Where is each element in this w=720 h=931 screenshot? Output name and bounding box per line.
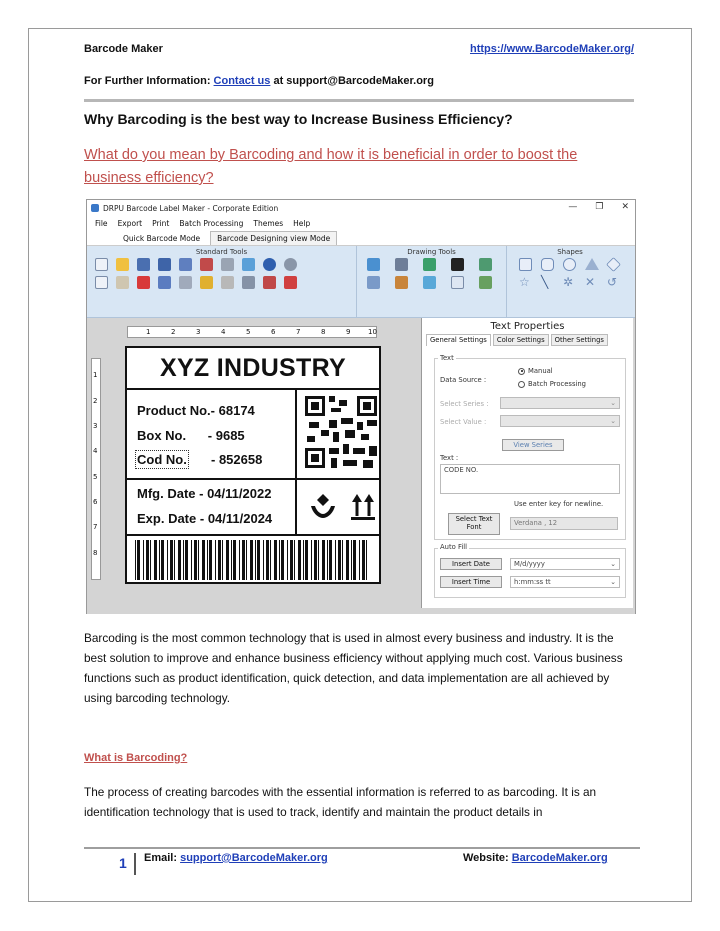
label-box-no: Box No. - 9685 <box>137 428 245 443</box>
batch-print-icon[interactable] <box>263 276 276 289</box>
text-label: Text : <box>440 454 459 462</box>
unlock-icon[interactable] <box>221 276 234 289</box>
select-series-label: Select Series : <box>440 400 489 408</box>
star-icon[interactable]: ☆ <box>519 275 530 289</box>
delete-icon[interactable] <box>137 276 150 289</box>
newline-hint: Use enter key for newline. <box>514 500 604 508</box>
label-cod-no-value: - 852658 <box>211 452 263 467</box>
barcode-bar <box>246 540 247 580</box>
group-title: Standard Tools <box>195 248 248 256</box>
insert-time-button[interactable]: Insert Time <box>440 576 502 588</box>
star-draw-icon[interactable] <box>367 276 380 289</box>
barcode-bar <box>346 540 349 580</box>
pointer-icon[interactable] <box>367 258 380 271</box>
barcode-bar <box>274 540 277 580</box>
select-value-label: Select Value : <box>440 418 487 426</box>
barcode-bar <box>257 540 260 580</box>
chevron-down-icon: ⌄ <box>610 560 616 568</box>
barcode-bar <box>366 540 367 580</box>
cross-shape-icon[interactable]: ✕ <box>585 275 596 289</box>
print-icon[interactable] <box>221 258 234 271</box>
barcode-bar <box>290 540 293 580</box>
design-canvas-area <box>87 318 635 614</box>
data-source-label: Data Source : <box>440 376 487 384</box>
library-icon[interactable] <box>395 276 408 289</box>
label-exp-date: Exp. Date - 04/11/2024 <box>137 511 273 526</box>
drawing-tool-icons <box>361 258 502 289</box>
barcode-bar <box>342 540 343 580</box>
text-group-label: Text <box>440 354 454 362</box>
drawing-tools-group <box>357 246 507 317</box>
barcode-bar <box>207 540 208 580</box>
tab-other-settings[interactable]: Other Settings <box>551 334 608 346</box>
radio-batch[interactable]: Batch Processing <box>518 380 586 388</box>
barcode-bar <box>159 540 160 580</box>
barcode-bar <box>222 540 223 580</box>
handle-with-care-icon <box>309 492 337 520</box>
text-box-icon[interactable] <box>451 276 464 289</box>
page-number-bar <box>134 853 136 875</box>
tab-color-settings[interactable]: Color Settings <box>493 334 549 346</box>
barcode-bar <box>305 540 308 580</box>
redo-icon[interactable] <box>284 258 297 271</box>
exit-icon[interactable] <box>284 276 297 289</box>
barcode-bar <box>359 540 360 580</box>
barcode-bar <box>167 540 168 580</box>
vertical-ruler: 1 2 3 4 5 6 7 8 <box>91 358 101 580</box>
barcode-bar <box>303 540 304 580</box>
send-back-icon[interactable] <box>179 276 192 289</box>
tab-designing-view[interactable]: Barcode Designing view Mode <box>210 231 337 245</box>
barcode-icon[interactable] <box>451 258 464 271</box>
diamond-icon[interactable] <box>606 257 621 272</box>
label-divider <box>127 534 379 536</box>
window-title: DRPU Barcode Label Maker - Corporate Edition <box>103 203 279 213</box>
barcode-bar <box>137 540 140 580</box>
restore-icon[interactable]: ❐ <box>595 202 604 212</box>
group-title: Shapes <box>557 248 583 256</box>
pencil-icon[interactable] <box>395 258 408 271</box>
barcode-bar <box>281 540 284 580</box>
footer-website-link[interactable]: BarcodeMaker.org <box>511 852 608 864</box>
barcode-bar <box>255 540 256 580</box>
footer-email: Email: support@BarcodeMaker.org <box>144 852 328 864</box>
paragraph-definition: The process of creating barcodes with the essential information is referred to as barcoding. It is an identification technology that is used to track, identify and maintain the product details in <box>84 785 597 819</box>
barcode-bar <box>353 540 356 580</box>
barcode-bar <box>146 540 149 580</box>
chevron-down-icon: ⌄ <box>610 417 616 425</box>
label-cod-no[interactable]: Cod No. <box>137 452 187 467</box>
chevron-down-icon: ⌄ <box>610 399 616 407</box>
barcode-bar <box>270 540 271 580</box>
tab-general-settings[interactable]: General Settings <box>426 334 491 346</box>
shape-icons <box>511 258 629 289</box>
barcode-bar <box>311 540 312 580</box>
insert-image-icon[interactable] <box>479 276 492 289</box>
minimize-icon[interactable]: — <box>568 202 578 212</box>
save-as-icon[interactable] <box>158 258 171 271</box>
barcode-bar <box>239 540 240 580</box>
this-side-up-icon <box>351 492 375 520</box>
barcode-bar <box>174 540 175 580</box>
arc-icon[interactable]: ↺ <box>607 275 618 289</box>
select-text-font-button[interactable]: Select Text Font <box>448 513 500 535</box>
label-divider <box>127 478 379 480</box>
barcode-bar <box>242 540 245 580</box>
chevron-down-icon: ⌄ <box>610 578 616 586</box>
barcode-bar <box>294 540 295 580</box>
horizontal-ruler: 1 2 3 4 5 6 7 8 9 10 <box>127 326 377 338</box>
menu-help[interactable]: Help <box>293 218 311 228</box>
mode-tabs <box>87 230 635 246</box>
standard-tools-group <box>87 246 357 317</box>
app-screenshot <box>86 199 636 614</box>
image-icon[interactable] <box>423 258 436 271</box>
barcode-label[interactable] <box>125 346 381 584</box>
picture-library-icon[interactable] <box>479 258 492 271</box>
barcode-bar <box>194 540 197 580</box>
barcode-bar <box>351 540 352 580</box>
barcode-bar <box>178 540 181 580</box>
rectangle-icon[interactable] <box>519 258 532 271</box>
tab-quick-barcode[interactable]: Quick Barcode Mode <box>123 234 201 243</box>
barcode-bar <box>218 540 221 580</box>
open-icon[interactable] <box>116 258 129 271</box>
linear-barcode <box>135 540 371 580</box>
close-icon[interactable]: ✕ <box>621 202 629 212</box>
label-divider-vertical <box>295 388 297 478</box>
barcode-bar <box>161 540 164 580</box>
copy-icon[interactable] <box>95 276 108 289</box>
contact-us-link[interactable]: Contact us <box>213 75 271 87</box>
grid-icon[interactable] <box>242 258 255 271</box>
save-icon[interactable] <box>137 258 150 271</box>
barcode-bar <box>362 540 365 580</box>
label-divider-vertical <box>295 478 297 534</box>
barcode-bar <box>279 540 280 580</box>
label-divider <box>127 388 379 390</box>
footer-website: Website: BarcodeMaker.org <box>463 852 608 864</box>
barcode-bar <box>185 540 188 580</box>
radio-batch-dot[interactable] <box>518 381 525 388</box>
export-pdf-icon[interactable] <box>200 258 213 271</box>
paragraph-intro: Barcoding is the most common technology that is used in almost every business and industry. It is the best solution to improve and enhance business efficiency without applying much cost. Various business functions such as product identification, quick detection, and data implementation are all achieved by using barcoding technology. <box>84 631 623 705</box>
ellipse-icon[interactable] <box>563 258 576 271</box>
select-series-dropdown[interactable] <box>500 397 620 409</box>
line-icon[interactable]: ╲ <box>541 275 549 289</box>
undo-icon[interactable] <box>263 258 276 271</box>
barcode-bar <box>266 540 269 580</box>
barcode-bar <box>263 540 264 580</box>
shapes-group <box>507 246 633 317</box>
barcode-bar <box>329 540 332 580</box>
bring-front-icon[interactable] <box>158 276 171 289</box>
autofill-groupbox <box>434 548 626 598</box>
insert-date-button[interactable]: Insert Date <box>440 558 502 570</box>
group-title: Drawing Tools <box>407 248 456 256</box>
subheading: What do you mean by Barcoding and how it is beneficial in order to boost the business efficiency? <box>84 147 578 186</box>
footer-divider <box>84 847 640 849</box>
barcode-bar <box>327 540 328 580</box>
label-mfg-date: Mfg. Date - 04/11/2022 <box>137 486 272 501</box>
qr-code <box>305 396 379 470</box>
barcode-bar <box>150 540 151 580</box>
barcode-bar <box>318 540 319 580</box>
menu-file[interactable]: File <box>95 218 108 228</box>
lock-icon[interactable] <box>200 276 213 289</box>
radio-manual-dot[interactable] <box>518 368 525 375</box>
gear-shape-icon[interactable]: ✲ <box>563 275 574 289</box>
print-preview-icon[interactable] <box>242 276 255 289</box>
template-icon[interactable] <box>179 258 192 271</box>
barcode-bar <box>314 540 317 580</box>
section-heading: What is Barcoding? <box>84 752 188 764</box>
barcode-bar <box>226 540 229 580</box>
label-product-no: Product No.- 68174 <box>137 403 255 418</box>
menu-print[interactable]: Print <box>152 218 170 228</box>
triangle-icon[interactable] <box>585 258 599 270</box>
header-divider <box>84 99 634 102</box>
panel-tabs <box>422 334 633 346</box>
label-title: XYZ INDUSTRY <box>159 354 347 382</box>
watermark-icon[interactable] <box>423 276 436 289</box>
new-icon[interactable] <box>95 258 108 271</box>
footer-email-link[interactable]: support@BarcodeMaker.org <box>180 852 328 864</box>
window-titlebar <box>87 200 635 216</box>
barcode-bar <box>143 540 144 580</box>
barcode-bar <box>135 540 136 580</box>
barcode-bar <box>209 540 212 580</box>
rounded-rectangle-icon[interactable] <box>541 258 554 271</box>
barcode-bar <box>191 540 192 580</box>
text-value-input[interactable]: CODE NO. <box>440 464 620 494</box>
page-number: 1 <box>119 855 127 871</box>
barcode-bar <box>298 540 301 580</box>
font-value-field: Verdana , 12 <box>510 517 618 530</box>
toolbar-ribbon <box>87 246 635 318</box>
header-title: Barcode Maker <box>84 43 163 55</box>
main-heading: Why Barcoding is the best way to Increase Business Efficiency? <box>84 111 513 127</box>
paste-icon[interactable] <box>116 276 129 289</box>
text-properties-panel <box>421 318 633 608</box>
autofill-group-label: Auto Fill <box>440 543 468 551</box>
window-controls <box>568 202 629 212</box>
barcode-bar <box>233 540 236 580</box>
view-series-button[interactable]: View Series <box>502 439 564 451</box>
barcode-bar <box>338 540 341 580</box>
barcode-bar <box>287 540 288 580</box>
barcode-bar <box>250 540 253 580</box>
barcode-bar <box>154 540 157 580</box>
contact-info: For Further Information: Contact us at support@BarcodeMaker.org <box>84 75 434 87</box>
barcode-bar <box>183 540 184 580</box>
time-format-dropdown[interactable]: h:mm:ss tt ⌄ <box>510 576 620 588</box>
barcode-bar <box>170 540 173 580</box>
barcode-bar <box>335 540 336 580</box>
select-value-dropdown[interactable] <box>500 415 620 427</box>
app-icon <box>91 204 99 212</box>
menu-themes[interactable]: Themes <box>253 218 284 228</box>
date-format-dropdown[interactable]: M/d/yyyy ⌄ <box>510 558 620 570</box>
barcode-bar <box>231 540 232 580</box>
header-url-link[interactable]: https://www.BarcodeMaker.org/ <box>469 43 634 55</box>
radio-manual[interactable]: Manual <box>518 367 553 375</box>
barcode-bar <box>322 540 325 580</box>
barcode-bar <box>202 540 205 580</box>
barcode-bar <box>198 540 199 580</box>
barcode-bar <box>215 540 216 580</box>
menu-batch-processing[interactable]: Batch Processing <box>179 218 244 228</box>
standard-tool-icons <box>91 258 352 289</box>
menu-bar <box>87 216 635 230</box>
panel-title: Text Properties <box>490 321 565 332</box>
menu-export[interactable]: Export <box>117 218 143 228</box>
